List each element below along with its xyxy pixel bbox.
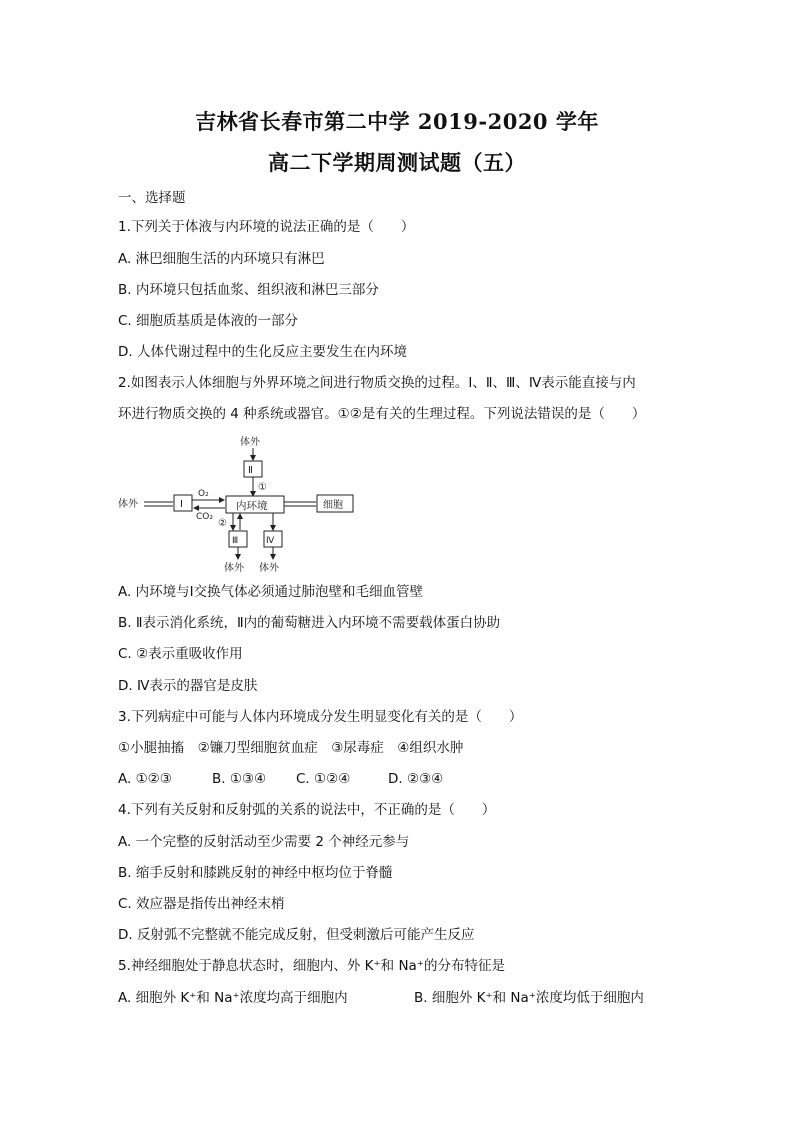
diagram-outside-bottom-1: 体外: [224, 563, 244, 574]
q4-option-a: A. 一个完整的反射活动至少需要 2 个神经元参与: [118, 834, 410, 850]
diagram-process-2: ②: [218, 518, 227, 529]
q3-items: ①小腿抽搐 ②镰刀型细胞贫血症 ③尿毒症 ④组织水肿: [118, 740, 464, 756]
q3-option-d: D. ②③④: [388, 771, 444, 787]
diagram-box-3: Ⅲ: [232, 536, 239, 546]
q5-option-b: B. 细胞外 K⁺和 Na⁺浓度均低于细胞内: [414, 990, 644, 1006]
q3-option-b: B. ①③④: [212, 771, 267, 787]
diagram-cell: 细胞: [323, 500, 343, 511]
q2-option-a: A. 内环境与Ⅰ交换气体必须通过肺泡壁和毛细血管壁: [118, 584, 424, 600]
q3-option-c: C. ①②④: [296, 771, 351, 787]
diagram-o2: O₂: [198, 489, 209, 499]
diagram-outside-left: 体外: [118, 499, 138, 510]
diagram-outside-top: 体外: [240, 437, 260, 448]
diagram-co2: CO₂: [196, 512, 213, 522]
title-line-2: 高二下学期周测试题（五）: [268, 150, 526, 175]
diagram-outside-bottom-2: 体外: [259, 563, 279, 574]
q1-option-c: C. 细胞质基质是体液的一部分: [118, 313, 299, 329]
diagram-center: 内环境: [236, 500, 268, 512]
q2-option-c: C. ②表示重吸收作用: [118, 646, 243, 662]
exchange-diagram: [118, 432, 358, 577]
title-line-1: 吉林省长春市第二中学 2019-2020 学年: [195, 109, 599, 134]
q3-stem: 3.下列病症中可能与人体内环境成分发生明显变化有关的是（ ）: [118, 709, 523, 725]
q2-stem-line-1: 2.如图表示人体细胞与外界环境之间进行物质交换的过程。Ⅰ、Ⅱ、Ⅲ、Ⅳ表示能直接与内: [118, 375, 636, 391]
q1-option-b: B. 内环境只包括血浆、组织液和淋巴三部分: [118, 282, 379, 298]
q1-option-d: D. 人体代谢过程中的生化反应主要发生在内环境: [118, 344, 407, 360]
q4-option-c: C. 效应器是指传出神经末梢: [118, 896, 285, 912]
diagram-box-2: Ⅱ: [248, 465, 253, 476]
q2-option-b: B. Ⅱ表示消化系统，Ⅱ内的葡萄糖进入内环境不需要载体蛋白协助: [118, 615, 501, 631]
q4-stem: 4.下列有关反射和反射弧的关系的说法中，不正确的是（ ）: [118, 802, 496, 818]
q2-stem-line-2: 环进行物质交换的 4 种系统或器官。①②是有关的生理过程。下列说法错误的是（ ）: [118, 406, 646, 422]
section-heading: 一、选择题: [118, 190, 186, 206]
q4-option-b: B. 缩手反射和膝跳反射的神经中枢均位于脊髓: [118, 865, 393, 881]
diagram-process-1: ①: [258, 482, 267, 493]
q3-option-a: A. ①②③: [118, 771, 172, 787]
diagram-box-1: Ⅰ: [180, 499, 183, 510]
diagram-box-4: Ⅳ: [266, 536, 275, 546]
q5-stem: 5.神经细胞处于静息状态时，细胞内、外 K⁺和 Na⁺的分布特征是: [118, 958, 505, 974]
q5-option-a: A. 细胞外 K⁺和 Na⁺浓度均高于细胞内: [118, 990, 348, 1006]
q2-option-d: D. Ⅳ表示的器官是皮肤: [118, 678, 258, 694]
q4-option-d: D. 反射弧不完整就不能完成反射，但受刺激后可能产生反应: [118, 927, 475, 943]
q1-option-a: A. 淋巴细胞生活的内环境只有淋巴: [118, 251, 325, 267]
q1-stem: 1.下列关于体液与内环境的说法正确的是（ ）: [118, 219, 415, 235]
